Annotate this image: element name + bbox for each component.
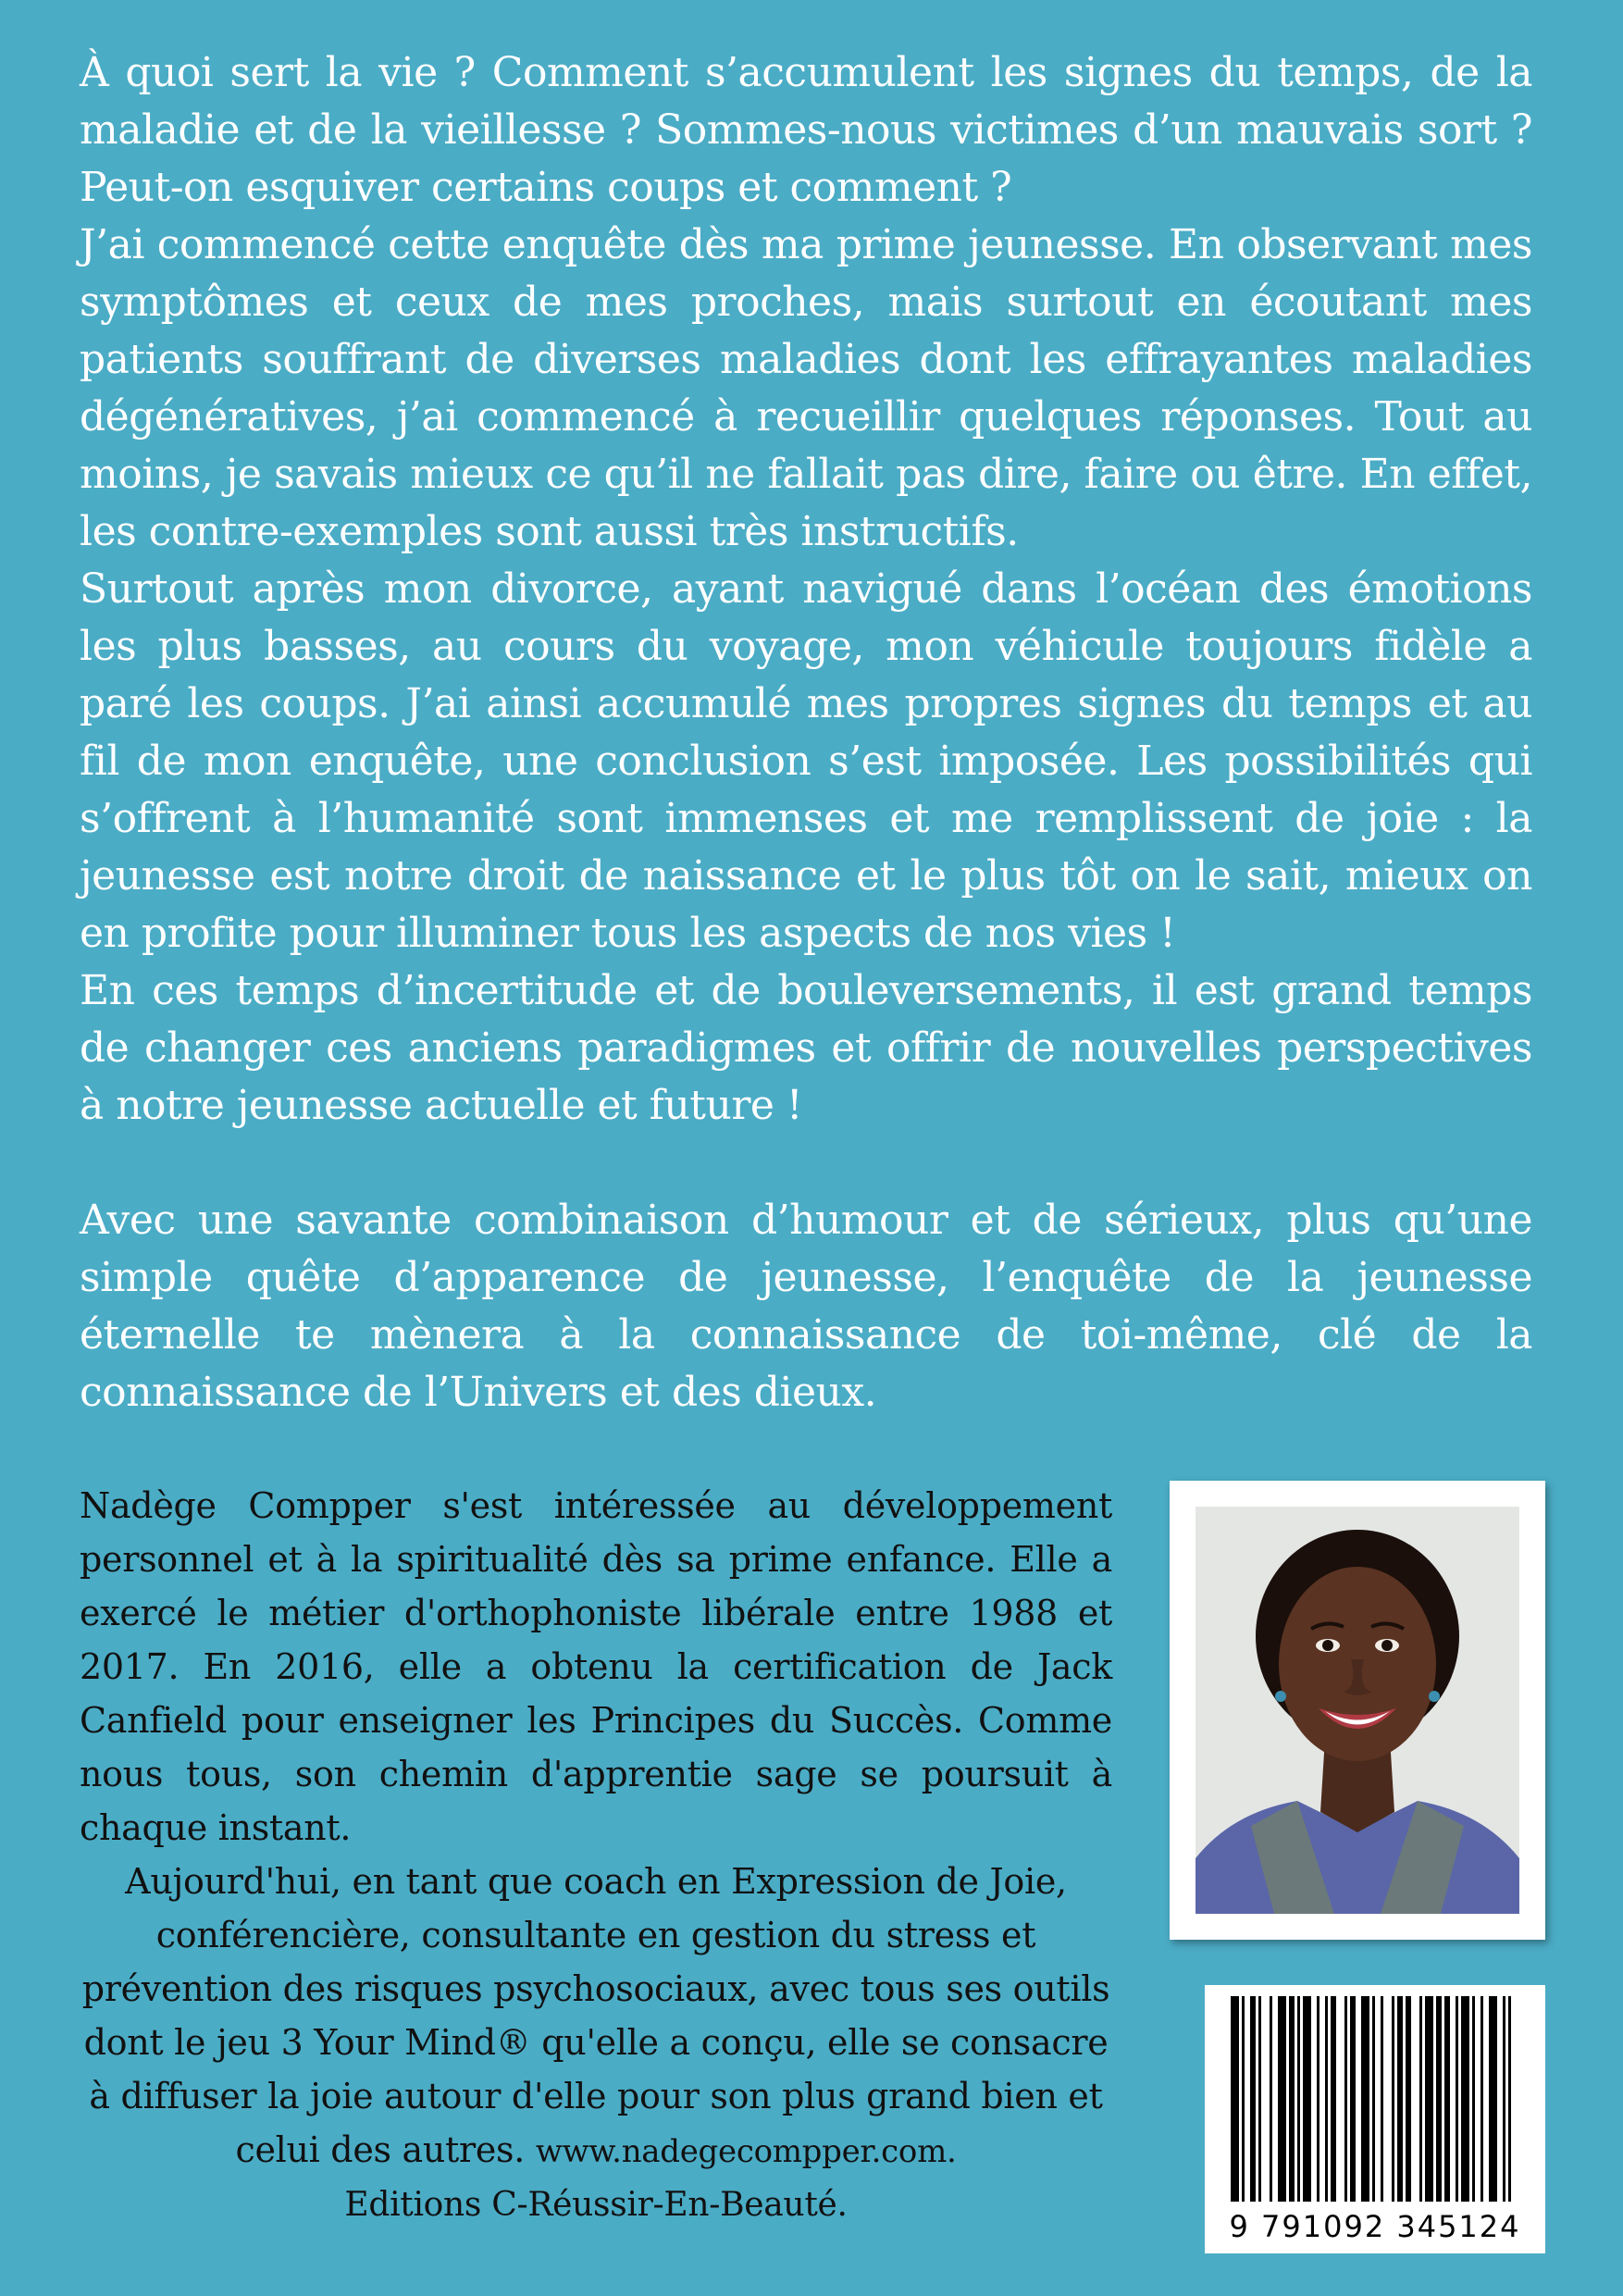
blurb-paragraph-4: En ces temps d’incertitude et de bouleversements, il est grand temps de changer ces anciens paradigmes et offrir de nouvelles perspectives à notre jeunesse actuelle et future ! <box>80 967 1532 1129</box>
author-bio-text: Aujourd'hui, en tant que coach en Expression de Joie, conférencière, consultante en gestion du stress et prévention des risques psychosociaux, avec tous ses outils dont le jeu 3 Your Mind® qu'elle a conçu, elle se consacre à diffuser la joie autour d'elle pour son plus grand bien et celui des autres. <box>81 1861 1110 2170</box>
isbn-barcode <box>1205 1985 1545 2253</box>
author-bio <box>80 1479 1112 2232</box>
author-photo <box>1196 1507 1519 1914</box>
author-photo-frame <box>1170 1481 1545 1940</box>
author-website-link[interactable]: www.nadegecompper.com. <box>535 2133 957 2170</box>
author-portrait-illustration <box>1196 1507 1519 1914</box>
blurb-paragraph-2: J’ai commencé cette enquête dès ma prime jeunesse. En observant mes symptômes et ceux de mes proches, mais surtout en écoutant mes patients souffrant de diverses maladies dont les effrayantes maladies dégénératives, j’ai commencé à recueillir quelques réponses. Tout au moins, je savais mieux ce qu’il ne fallait pas dire, faire ou être. En effet, les contre-exemples sont aussi très instructifs. <box>80 221 1532 555</box>
blurb-paragraph-5: Avec une savante combinaison d’humour et de sérieux, plus qu’une simple quête d’apparence de jeunesse, l’enquête de la jeunesse éternelle te mènera à la connaissance de toi-même, clé de la connaissance de l’Univers et des dieux. <box>80 1197 1532 1416</box>
author-bio-paragraph-1: Nadège Compper s'est intéressée au développement personnel et à la spiritualité dès sa prime enfance. Elle a exercé le métier d'orthophoniste libérale entre 1988 et 2017. En 2016, elle a obtenu la certification de Jack Canfield pour enseigner les Principes du Succès. Comme nous tous, son chemin d'apprentie sage se poursuit à chaque instant. <box>80 1485 1112 1848</box>
blurb-paragraph-1: À quoi sert la vie ? Comment s’accumulent les signes du temps, de la maladie et de la vieillesse ? Sommes-nous victimes d’un mauvais sort ? Peut-on esquiver certains coups et comment ? <box>80 49 1532 211</box>
isbn-digits: 9 791092 345124 <box>1229 2209 1521 2244</box>
back-cover-blurb <box>80 44 1532 1421</box>
publisher-name: Editions C-Réussir-En-Beauté. <box>344 2186 848 2224</box>
author-bio-paragraph-2 <box>80 1855 1112 2178</box>
blurb-paragraph-3: Surtout après mon divorce, ayant navigué dans l’océan des émotions les plus basses, au cours du voyage, mon véhicule toujours fidèle a paré les coups. J’ai ainsi accumulé mes propres signes du temps et au fil de mon enquête, une conclusion s’est imposée. Les possibilités qui s’offrent à l’humanité sont immenses et me remplissent de joie : la jeunesse est notre droit de naissance et le plus tôt on le sait, mieux on en profite pour illuminer tous les aspects de nos vies ! <box>80 565 1532 957</box>
